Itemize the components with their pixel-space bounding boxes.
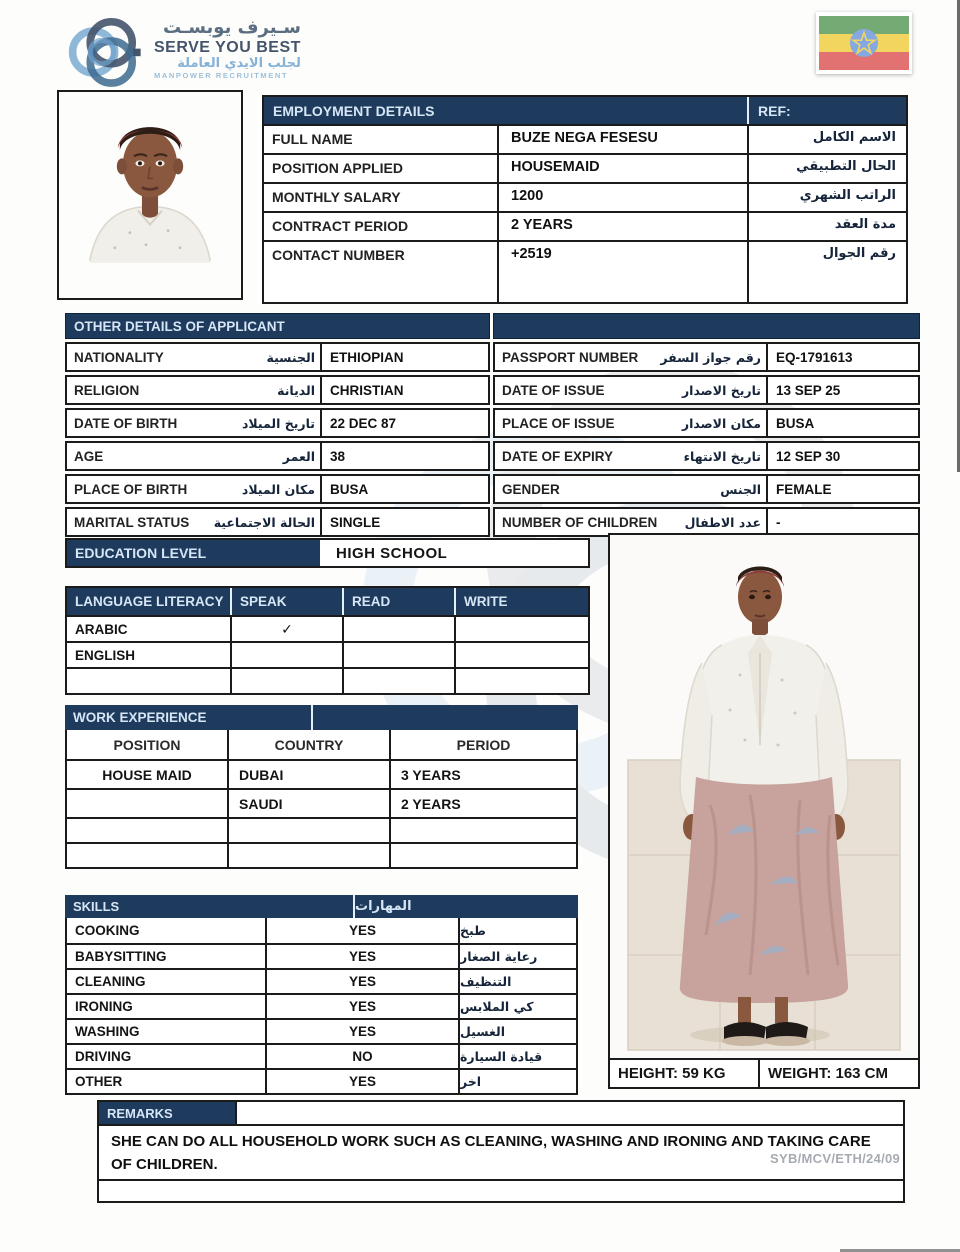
cell	[342, 669, 454, 693]
language-literacy-table	[65, 586, 590, 695]
table-row	[67, 993, 576, 1018]
table-row	[65, 474, 490, 504]
column-header: COUNTRY	[227, 730, 389, 759]
field-arabic-label: مدة العقد	[747, 213, 906, 240]
employment-details-table	[262, 95, 908, 304]
table-row	[264, 124, 906, 153]
table-row	[67, 842, 576, 867]
skill-arabic: طبخ	[458, 918, 576, 943]
applicant-fullbody-photo	[608, 533, 920, 1060]
table-row	[65, 342, 490, 372]
other-details-title: OTHER DETAILS OF APPLICANT	[65, 313, 490, 339]
table-row	[67, 968, 576, 993]
table-row	[493, 408, 920, 438]
table-row	[264, 211, 906, 240]
cell	[342, 643, 454, 667]
table-row	[67, 615, 588, 641]
field-arabic-label: رقم الجوال	[747, 242, 906, 302]
field-arabic-label: تاريخ الاصدار	[681, 382, 761, 398]
other-details-right-table	[493, 342, 920, 537]
skills-title-arabic: المهارات	[355, 899, 412, 914]
skill-arabic: اخر	[458, 1070, 576, 1093]
field-label: AGE	[74, 448, 104, 464]
field-value: 1200	[497, 184, 747, 211]
skills-title: SKILLS	[65, 895, 355, 918]
agency-name: SERVE YOU BEST	[154, 38, 301, 56]
skill-name: OTHER	[75, 1074, 123, 1089]
field-arabic-label: عدد الاطفال	[684, 514, 761, 530]
field-label: CONTACT NUMBER	[272, 247, 405, 263]
remarks-text: SHE CAN DO ALL HOUSEHOLD WORK SUCH AS CLEANING, WASHING AND IRONING AND TAKING CARE OF CHILDREN.	[99, 1126, 903, 1181]
skill-value: YES	[265, 970, 458, 993]
education-level-label: EDUCATION LEVEL	[67, 540, 320, 566]
table-row	[67, 759, 576, 788]
field-arabic-label: رقم جواز السفر	[660, 349, 761, 365]
skill-name: COOKING	[75, 923, 140, 938]
field-label: POSITION APPLIED	[272, 160, 403, 176]
field-value: BUSA	[766, 410, 918, 436]
field-value: BUZE NEGA FESESU	[497, 126, 747, 153]
column-header: LANGUAGE LITERACY	[75, 594, 224, 609]
weight-value: WEIGHT: 163 CM	[768, 1065, 889, 1082]
field-label: DATE OF BIRTH	[74, 415, 178, 431]
ethiopia-flag	[816, 12, 912, 74]
field-value: +2519	[497, 242, 747, 302]
cell	[67, 790, 227, 817]
table-row	[65, 441, 490, 471]
field-arabic-label: الجنسية	[266, 349, 315, 365]
table-row	[493, 375, 920, 405]
skill-name: CLEANING	[75, 974, 146, 989]
cell	[67, 819, 227, 842]
field-value: SINGLE	[320, 509, 488, 535]
skill-arabic: قيادة السيارة	[458, 1045, 576, 1068]
table-row	[67, 817, 576, 842]
field-value: HOUSEMAID	[497, 155, 747, 182]
document-ref-code: SYB/MCV/ETH/24/09	[770, 1151, 901, 1166]
table-row	[67, 943, 576, 968]
field-arabic-label: الاسم الكامل	[747, 126, 906, 153]
cell: 3 YEARS	[389, 761, 576, 788]
cell	[67, 844, 227, 867]
employment-details-title: EMPLOYMENT DETAILS	[273, 102, 435, 119]
cell	[230, 643, 342, 667]
skill-name: WASHING	[75, 1024, 140, 1039]
skill-value: YES	[265, 918, 458, 943]
field-value: FEMALE	[766, 476, 918, 502]
field-label: DATE OF EXPIRY	[502, 448, 614, 464]
table-header-row	[67, 730, 576, 759]
field-label: FULL NAME	[272, 131, 353, 147]
field-arabic-label: الديانة	[277, 382, 315, 398]
table-row	[493, 474, 920, 504]
cell: SAUDI	[227, 790, 389, 817]
column-header: POSITION	[113, 736, 181, 753]
education-level-value: HIGH SCHOOL	[336, 544, 448, 562]
table-row	[493, 441, 920, 471]
table-row	[67, 1018, 576, 1043]
field-value: -	[766, 509, 918, 535]
column-header: SPEAK	[230, 588, 342, 615]
agency-arabic-tagline: لجلب الايدي العاملة	[177, 56, 301, 72]
field-value: ETHIOPIAN	[320, 344, 488, 370]
field-value: EQ-1791613	[766, 344, 918, 370]
table-row	[67, 641, 588, 667]
table-row	[65, 408, 490, 438]
height-value: HEIGHT: 59 KG	[610, 1060, 760, 1087]
remarks-title: REMARKS	[99, 1102, 237, 1124]
skill-value: YES	[265, 945, 458, 968]
remarks-empty-row	[99, 1181, 903, 1201]
table-row	[67, 1043, 576, 1068]
skill-value: YES	[265, 1070, 458, 1093]
cell	[227, 819, 389, 842]
table-row	[67, 1068, 576, 1093]
cell	[227, 844, 389, 867]
skill-value: YES	[265, 995, 458, 1018]
agency-tagline: MANPOWER RECRUITMENT	[154, 71, 289, 81]
field-label: NUMBER OF CHILDREN	[502, 514, 658, 530]
table-row	[67, 918, 576, 943]
field-label: DATE OF ISSUE	[502, 382, 605, 398]
skill-value: YES	[265, 1020, 458, 1043]
cell	[342, 617, 454, 641]
cell	[389, 819, 576, 842]
table-row	[493, 342, 920, 372]
cell	[454, 669, 588, 693]
agency-arabic-name: سـيرف يوبسـت	[163, 17, 301, 38]
skill-name: DRIVING	[75, 1049, 132, 1064]
cell: HOUSE MAID	[102, 766, 192, 783]
field-arabic-label: مكان الاصدار	[681, 415, 761, 431]
skill-value: NO	[265, 1045, 458, 1068]
other-details-section	[65, 313, 920, 537]
language-name: ENGLISH	[75, 647, 136, 663]
field-label: MARITAL STATUS	[74, 514, 190, 530]
field-label: PLACE OF ISSUE	[502, 415, 615, 431]
work-experience-title: WORK EXPERIENCE	[65, 705, 313, 730]
cell	[230, 669, 342, 693]
cell: DUBAI	[227, 761, 389, 788]
field-value: 2 YEARS	[497, 213, 747, 240]
table-row	[264, 153, 906, 182]
agency-logo-icon	[60, 10, 144, 94]
skill-arabic: رعاية الصغار	[458, 945, 576, 968]
language-name: ARABIC	[75, 621, 128, 637]
table-row	[264, 240, 906, 302]
cell	[454, 617, 588, 641]
field-arabic-label: مكان الميلاد	[241, 481, 315, 497]
field-label: PASSPORT NUMBER	[502, 349, 639, 365]
table-row	[65, 507, 490, 537]
table-row	[67, 667, 588, 693]
applicant-portrait-photo	[57, 90, 243, 300]
field-arabic-label: تاريخ الميلاد	[241, 415, 315, 431]
field-label: CONTRACT PERIOD	[272, 218, 409, 234]
field-label: NATIONALITY	[74, 349, 164, 365]
cell	[389, 844, 576, 867]
work-experience-section	[65, 705, 578, 869]
skill-arabic: الغسيل	[458, 1020, 576, 1043]
education-level-row	[65, 538, 590, 568]
field-value: 12 SEP 30	[766, 443, 918, 469]
field-arabic-label: تاريخ الانتهاء	[683, 448, 761, 464]
field-value: 13 SEP 25	[766, 377, 918, 403]
language-name	[67, 669, 230, 693]
field-arabic-label: الحال التطبيقي	[747, 155, 906, 182]
height-weight-row	[608, 1058, 920, 1089]
column-header: READ	[342, 588, 454, 615]
other-details-header-bar	[493, 313, 920, 339]
ref-label: REF:	[747, 97, 906, 124]
skill-arabic: كي الملابس	[458, 995, 576, 1018]
cell: 2 YEARS	[389, 790, 576, 817]
table-row	[264, 182, 906, 211]
field-label: MONTHLY SALARY	[272, 189, 401, 205]
field-arabic-label: الحالة الاجتماعية	[213, 514, 315, 530]
field-arabic-label: العمر	[282, 448, 315, 464]
field-label: PLACE OF BIRTH	[74, 481, 188, 497]
column-header: PERIOD	[389, 730, 576, 759]
table-row	[67, 788, 576, 817]
skills-section	[65, 895, 578, 1095]
field-value: 38	[320, 443, 488, 469]
field-value: CHRISTIAN	[320, 377, 488, 403]
cell	[454, 643, 588, 667]
field-label: RELIGION	[74, 382, 140, 398]
field-label: GENDER	[502, 481, 560, 497]
field-arabic-label: الجنس	[720, 481, 761, 497]
table-row	[65, 375, 490, 405]
skill-name: BABYSITTING	[75, 949, 167, 964]
other-details-left-table	[65, 342, 490, 537]
field-value: BUSA	[320, 476, 488, 502]
check-icon: ✓	[230, 617, 342, 641]
field-value: 22 DEC 87	[320, 410, 488, 436]
skill-name: IRONING	[75, 999, 133, 1014]
field-arabic-label: الراتب الشهري	[747, 184, 906, 211]
skill-arabic: التنظيف	[458, 970, 576, 993]
column-header: WRITE	[454, 588, 588, 615]
agency-brand	[60, 10, 301, 94]
